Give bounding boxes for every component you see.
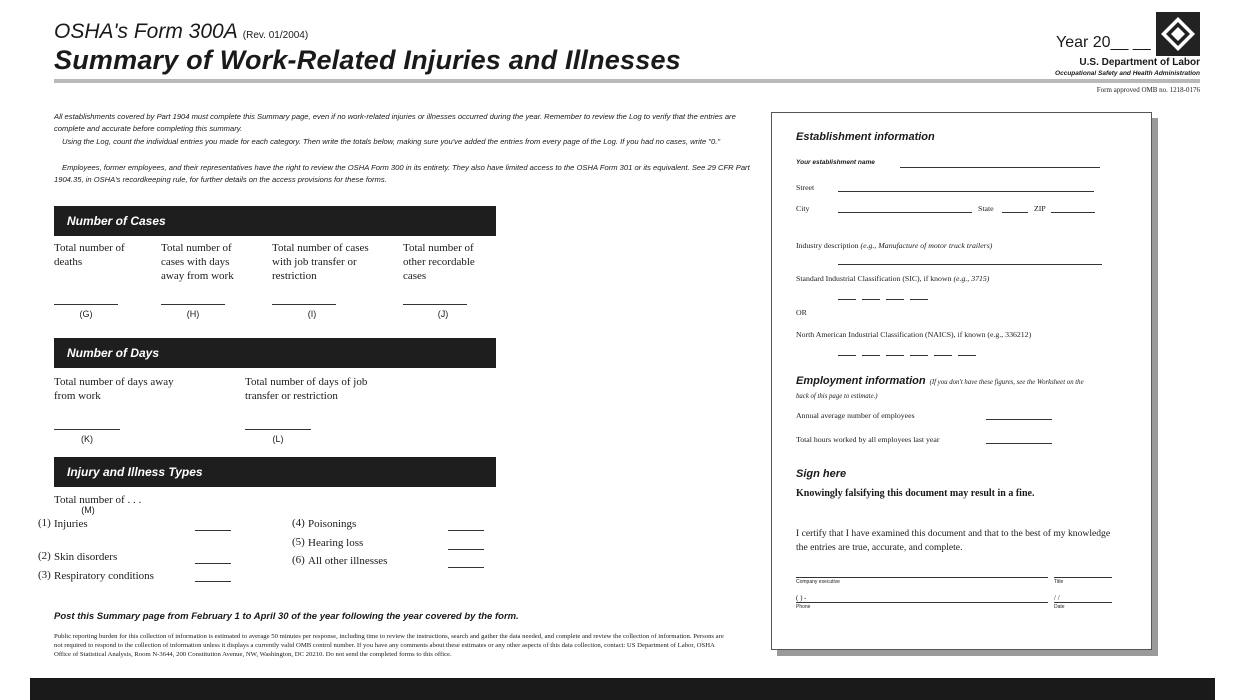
code-j: (J) (437, 309, 449, 319)
code-g: (G) (79, 309, 93, 319)
hours-worked-label: Total hours worked by all employees last year (796, 435, 940, 444)
industry-example: (e.g., Manufacture of motor truck trailers) (860, 241, 993, 250)
establishment-name-input[interactable] (900, 167, 1100, 168)
date-label: Date (1054, 604, 1065, 610)
type-number: (6) (292, 554, 305, 566)
transfer-cases-label: Total number of cases with job transfer or restriction (272, 242, 369, 282)
respiratory-label: Respiratory conditions (54, 570, 154, 582)
establishment-heading: Establishment information (796, 131, 935, 143)
annual-employees-input[interactable] (986, 419, 1052, 420)
phone-format: ( ) - (796, 594, 807, 602)
falsifying-warning: Knowingly falsifying this document may result in a fine. (796, 488, 1035, 499)
naics-digit-input[interactable] (934, 355, 952, 356)
types-total-label: Total number of . . . (54, 494, 142, 506)
naics-label: North American Industrial Classification (NAICS), if known (e.g., 336212) (796, 330, 1032, 339)
intro-paragraph: Employees, former employees, and their representatives have the right to review the OSHA Form 300 in its entirety. They also have limited access to the OSHA Form 301 or its equivalent. See 29 CFR Part 1904.35, in OSHA's recordkeeping rule, for further details on the access provisions for these forms. (54, 163, 750, 184)
title-rule (54, 79, 1200, 83)
hearing-loss-label: Hearing loss (308, 537, 364, 549)
code-l: (L) (272, 434, 284, 444)
form-name: OSHA's Form 300A (54, 20, 237, 43)
agency-name: Occupational Safety and Health Administration (1055, 70, 1200, 77)
code-k: (K) (81, 434, 93, 444)
respiratory-input[interactable] (195, 581, 231, 582)
industry-label-text: Industry description (796, 241, 859, 250)
phone-label: Phone (796, 604, 811, 610)
sic-label (796, 274, 989, 283)
days-away-cases-label: Total number of cases with days away from work (161, 242, 234, 282)
establishment-panel (771, 112, 1152, 650)
executive-signature-input[interactable] (796, 577, 1048, 578)
date-format: / / (1054, 594, 1060, 602)
establishment-name-label: Your establishment name (796, 159, 875, 166)
title-label: Title (1054, 579, 1064, 585)
zip-label: ZIP (1034, 204, 1046, 213)
department-name: U.S. Department of Labor (1079, 57, 1200, 68)
page-title: Summary of Work-Related Injuries and Illnesses (54, 45, 681, 75)
date-input[interactable] (1054, 602, 1112, 603)
sign-heading: Sign here (796, 468, 847, 480)
sic-digit-input[interactable] (910, 299, 928, 300)
intro-paragraph: Using the Log, count the individual entries you made for each category. Then write the totals below, making sure you've added the entries from every page of the Log. If you had no cases, write "0." (62, 137, 721, 146)
hearing-loss-input[interactable] (448, 549, 484, 550)
type-number: (5) (292, 536, 305, 548)
days-away-input[interactable] (54, 429, 120, 430)
naics-digit-input[interactable] (838, 355, 856, 356)
deaths-input[interactable] (54, 304, 118, 305)
days-transfer-label: Total number of days of job transfer or restriction (245, 376, 368, 402)
skin-disorders-label: Skin disorders (54, 551, 118, 563)
street-label: Street (796, 183, 815, 192)
other-cases-input[interactable] (403, 304, 467, 305)
certification-statement: I certify that I have examined this document and that to the best of my knowledge the entries are true, accurate, and complete. (796, 528, 1111, 553)
code-i: (I) (307, 309, 317, 319)
type-number: (1) (38, 517, 51, 529)
state-label: State (978, 204, 994, 213)
days-transfer-input[interactable] (245, 429, 311, 430)
hours-worked-input[interactable] (986, 443, 1052, 444)
poisonings-label: Poisonings (308, 518, 357, 530)
days-section-header: Number of Days (54, 338, 496, 368)
code-m: (M) (81, 505, 95, 515)
sic-digit-input[interactable] (862, 299, 880, 300)
employment-note: (If you don't have these figures, see the Worksheet on the back of this page to estimate.) (796, 379, 1084, 400)
naics-digit-input[interactable] (862, 355, 880, 356)
phone-input[interactable] (796, 602, 1048, 603)
footer-bar (30, 678, 1215, 700)
naics-digit-input[interactable] (958, 355, 976, 356)
city-label: City (796, 204, 810, 213)
employment-heading: Employment information (796, 375, 926, 387)
naics-digit-input[interactable] (886, 355, 904, 356)
or-label: OR (796, 308, 807, 317)
skin-disorders-input[interactable] (195, 563, 231, 564)
omb-number: Form approved OMB no. 1218-0176 (1096, 86, 1200, 94)
type-number: (2) (38, 550, 51, 562)
burden-statement: Public reporting burden for this collection of information is estimated to average 50 minutes per response, including time to review the instructions, search and gather the data needed, and complete and review the collection of information. Persons are not required to respond to the collection of information unless it displays a currently valid OMB control number. If you have any comments about these estimates or any other aspects of this data collection, contact: US Department of Labor, OSHA Office of Statistical Analysis, Room N-3644, 200 Constitution Avenue, NW, Washington, DC 20210. Do not send the completed forms to this office. (54, 633, 724, 658)
city-input[interactable] (838, 212, 972, 213)
year-field[interactable]: Year 20__ __ (1056, 34, 1151, 51)
types-section-header: Injury and Illness Types (54, 457, 496, 487)
sic-example: (e.g., 3715) (953, 274, 990, 283)
injuries-input[interactable] (195, 530, 231, 531)
street-input[interactable] (838, 191, 1094, 192)
other-illnesses-label: All other illnesses (308, 555, 388, 567)
days-away-cases-input[interactable] (161, 304, 225, 305)
days-away-label: Total number of days away from work (54, 376, 174, 402)
type-number: (4) (292, 517, 305, 529)
code-h: (H) (186, 309, 200, 319)
title-input[interactable] (1054, 577, 1112, 578)
form-title (54, 20, 308, 44)
annual-employees-label: Annual average number of employees (796, 411, 915, 420)
injuries-label: Injuries (54, 518, 88, 530)
other-illnesses-input[interactable] (448, 567, 484, 568)
naics-digit-input[interactable] (910, 355, 928, 356)
deaths-label: Total number of deaths (54, 242, 125, 268)
industry-input[interactable] (838, 264, 1102, 265)
other-cases-label: Total number of other recordable cases (403, 242, 475, 282)
sic-digit-input[interactable] (886, 299, 904, 300)
transfer-cases-input[interactable] (272, 304, 336, 305)
type-number: (3) (38, 569, 51, 581)
intro-paragraph: All establishments covered by Part 1904 must complete this Summary page, even if no work-related injuries or illnesses occurred during the year. Remember to review the Log to verify that the entries are complete and accurate before completing this summary. (54, 112, 736, 133)
posting-instruction: Post this Summary page from February 1 to April 30 of the year following the year covered by the form. (54, 611, 519, 622)
zip-input[interactable] (1051, 212, 1095, 213)
executive-label: Company executive (796, 579, 840, 585)
employment-header (796, 374, 1096, 402)
sic-label-text: Standard Industrial Classification (SIC), if known (796, 274, 952, 283)
revision-label: (Rev. 01/2004) (242, 30, 309, 41)
cases-section-header: Number of Cases (54, 206, 496, 236)
sic-digit-input[interactable] (838, 299, 856, 300)
state-input[interactable] (1002, 212, 1028, 213)
osha-diamond-logo-icon (1156, 12, 1200, 56)
poisonings-input[interactable] (448, 530, 484, 531)
industry-label (796, 241, 992, 250)
